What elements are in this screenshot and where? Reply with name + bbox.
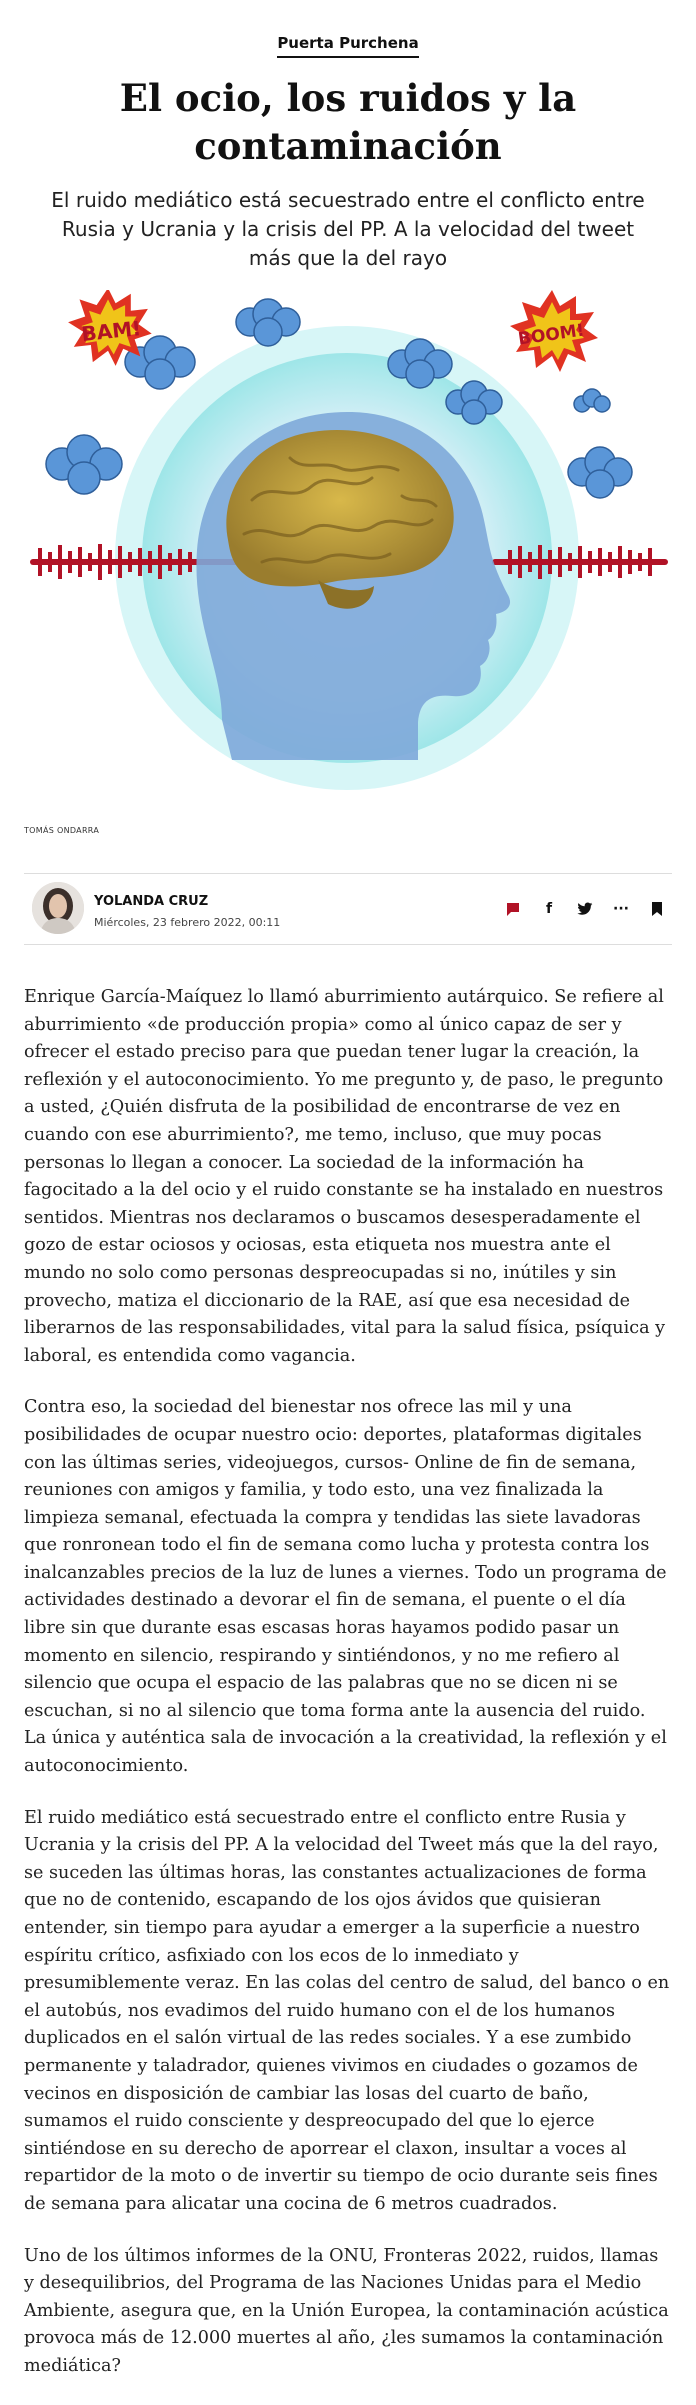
more-icon[interactable]: ··· bbox=[613, 901, 629, 917]
paragraph: Uno de los últimos informes de la ONU, Fronteras 2022, ruidos, llamas y desequilibrios, del Programa de las Naciones Unidas para el Medio Ambiente, asegura que, en la Unión Europea, la contaminación acústica provoca más de 12.000 muertes al año, ¿les sumamos la contaminación mediática? bbox=[24, 2245, 669, 2376]
subtitle: El ruido mediático está secuestrado entre el conflicto entre Rusia y Ucrania y la crisis del PP. A la velocidad del tweet más que la del rayo bbox=[51, 188, 645, 270]
comment-icon[interactable] bbox=[498, 894, 528, 924]
headline: El ocio, los ruidos y la contaminación bbox=[119, 76, 577, 168]
twitter-icon[interactable] bbox=[570, 894, 600, 924]
paragraph: El ruido mediático está secuestrado entre el conflicto entre Rusia y Ucrania y la crisis del PP. A la velocidad del Tweet más que la del rayo, se suceden las últimas horas, las constantes actualizaciones de forma que no de contenido, escapando de los ojos ávidos que quisieran entender, sin tiempo para ayudar a emerger a la superficie a nuestro espíritu crítico, asfixiado con los ecos de lo inmediato y presumiblemente veraz. En las colas del centro de salud, del banco o en el autobús, nos evadimos del ruido humano con el de los humanos duplicados en el salón virtual de las redes sociales. Y a ese zumbido permanente y taladrador, quienes vivimos en ciudades o gozamos de vecinos en disposición de cambiar las losas del cuarto de baño, sumamos el ruido consciente y despreocupado del que lo ejerce sintiéndose en su derecho de aporrear el claxon, insultar a voces al repartidor de la moto o de invertir su tiempo de ocio durante seis fines de semana para alicatar una cocina de 6 metros cuadrados. bbox=[24, 1807, 670, 2214]
bookmark-icon[interactable] bbox=[642, 894, 672, 924]
sound-wave-right bbox=[492, 545, 668, 579]
article-body bbox=[24, 984, 670, 2405]
publish-date: Miércoles, 23 febrero 2022, 00:11 bbox=[94, 916, 281, 929]
section-tag[interactable] bbox=[0, 34, 696, 58]
paragraph: Enrique García-Maíquez lo llamó aburrimiento autárquico. Se refiere al aburrimiento «de producción propia» como al único capaz de ser y ofrecer el estado preciso para que puedan tener lugar la creación, la reflexión y el autoconocimiento. Yo me pregunto y, de paso, le pregunto a usted, ¿Quién disfruta de la posibilidad de encontrarse de vez en cuando con ese aburrimiento?, me temo, incluso, que muy pocas personas lo llegan a conocer. La sociedad de la información ha fagocitado a la del ocio y el ruido constante se ha instalado en nuestros sentidos. Mientras nos declaramos o buscamos desesperadamente el gozo de estar ociosos y ociosas, esta etiqueta nos muestra ante el mundo no solo como personas despreocupadas si no, inútiles y sin provecho, matiza el diccionario de la RAE, así que esa necesidad de liberarnos de las responsabilidades, vital para la salud física, psíquica y laboral, es entendida como vagancia. bbox=[24, 987, 666, 1366]
boom-text: BOOM! bbox=[516, 320, 586, 350]
image-caption: TOMÁS ONDARRA bbox=[24, 826, 100, 835]
byline bbox=[24, 873, 672, 945]
share-actions bbox=[492, 894, 672, 924]
facebook-icon[interactable]: f bbox=[545, 901, 553, 917]
paragraph: Contra eso, la sociedad del bienestar nos ofrece las mil y una posibilidades de ocupar nuestro ocio: deportes, plataformas digitales con las últimas series, videojuegos, cursos- Online de fin de semana, reuniones con amigos y familia, y todo esto, una vez finalizada la limpieza semanal, efectuada la compra y tendidas las siete lavadoras que ronronean todo el fin de semana como lucha y protesta contra los inalcanzables precios de la luz de lunes a viernes. Todo un programa de actividades destinado a devorar el fin de semana, el puente o el día libre sin que durante esas escasas horas hayamos podido pasar un momento en silencio, respirando y sintiéndonos, y no me refiero al silencio que ocupa el espacio de las palabras que no se dicen ni se escuchan, si no al silencio que toma forma ante la ausencia del ruido. La única y auténtica sala de invocación a la creatividad, la reflexión y el autoconocimiento. bbox=[24, 1397, 667, 1777]
section-label[interactable]: Puerta Purchena bbox=[277, 34, 418, 58]
hero-illustration bbox=[22, 290, 674, 810]
author-name[interactable]: YOLANDA CRUZ bbox=[94, 894, 209, 909]
author-avatar[interactable] bbox=[32, 882, 84, 934]
bam-text: BAM! bbox=[80, 315, 143, 347]
